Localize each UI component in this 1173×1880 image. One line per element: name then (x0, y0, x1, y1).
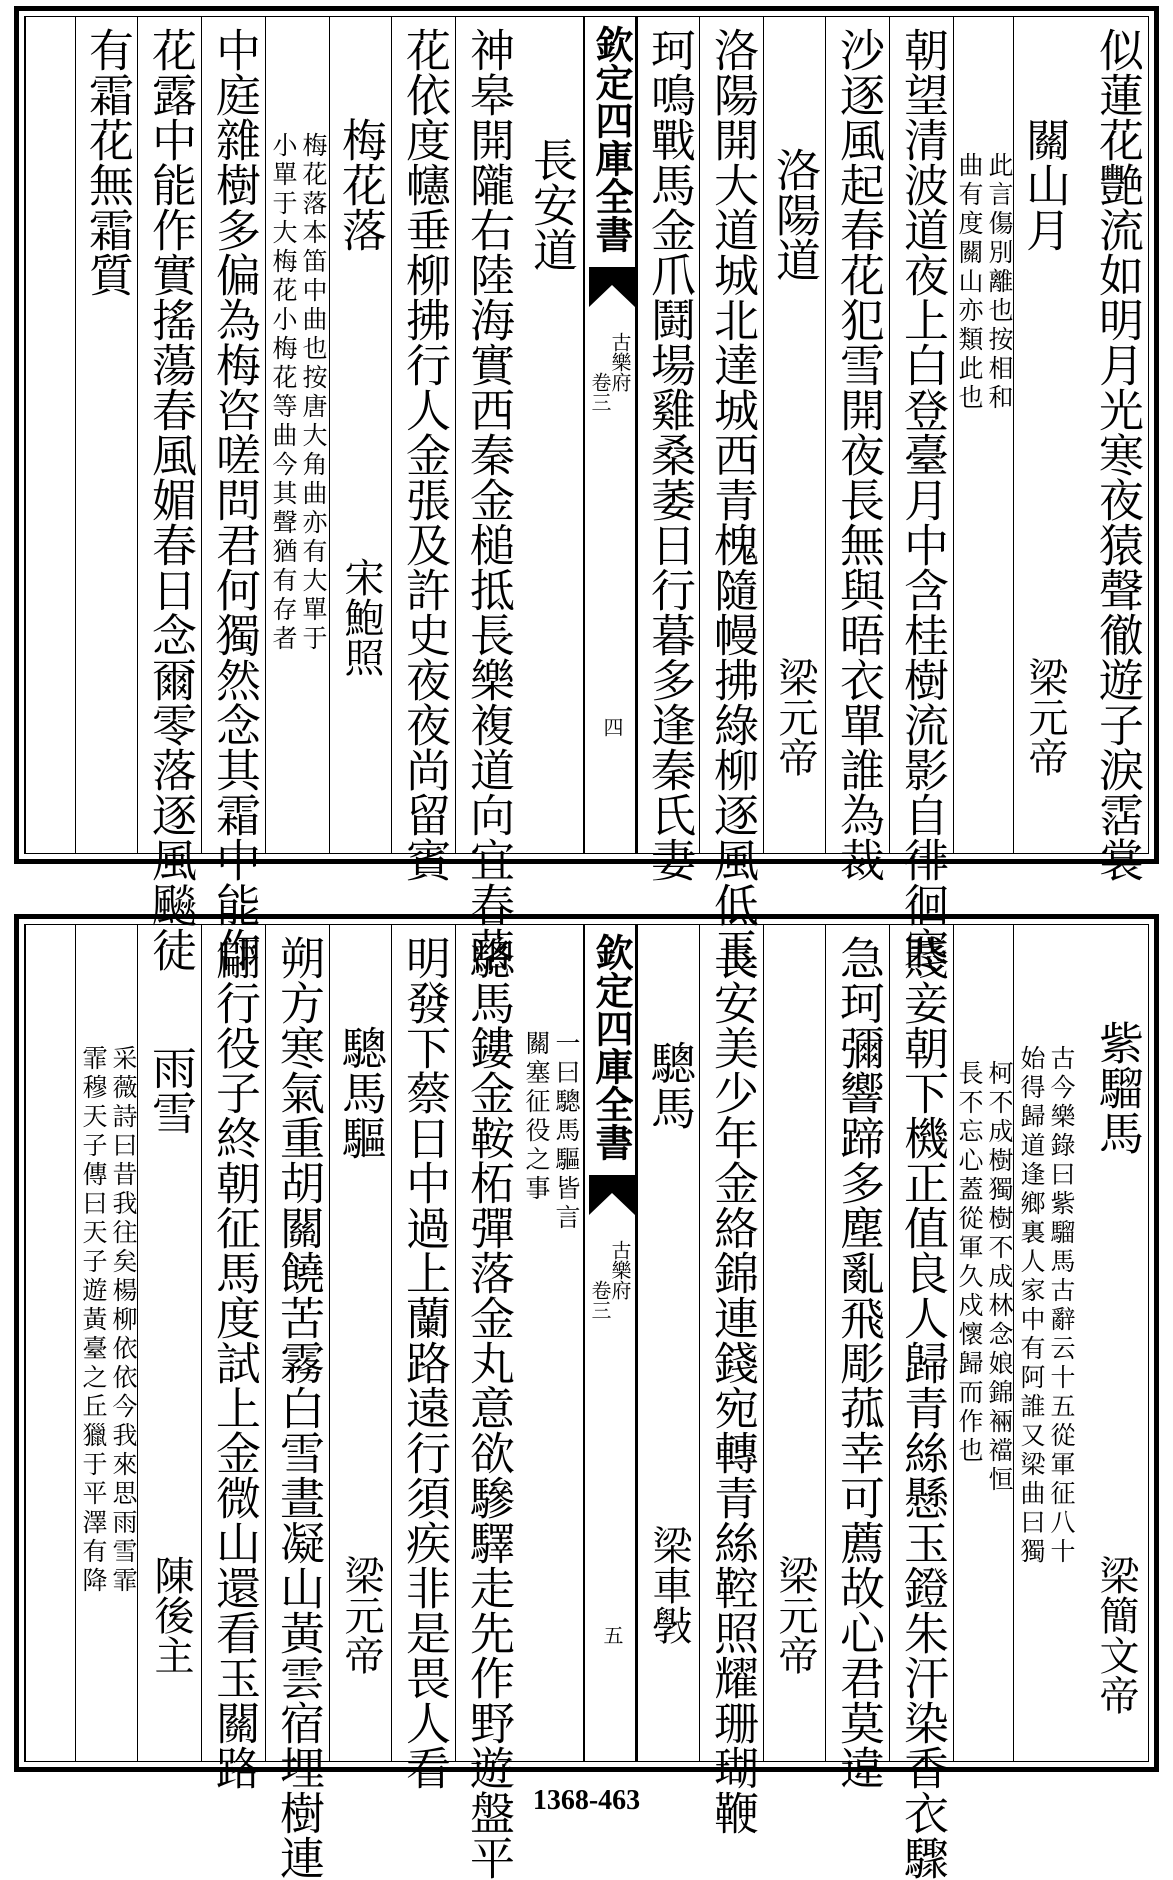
volume-label: 卷三 (588, 1280, 612, 1320)
poem-line: 朔方寒氣重胡關饒苦霧白雪晝凝山黃雲宿埋樹連 (272, 935, 325, 1880)
poem-title: 長安道 (525, 137, 578, 272)
text-column (889, 925, 954, 1880)
title-column (763, 17, 826, 853)
book-name: 古樂府 (608, 332, 632, 392)
volume-label: 卷三 (588, 372, 612, 412)
poem-title: 驄馬驅 (334, 1025, 387, 1160)
note-column (953, 925, 1014, 1761)
blank-column (25, 925, 76, 1761)
annotation-line: 小單于大梅花小梅花等曲今其聲猶有存者 (269, 132, 298, 654)
title-column (763, 925, 826, 1761)
poem-line: 明發下蔡日中過上蘭路遠行須疾非是畏人看 (398, 935, 451, 1790)
poem-line: 沙逐風起春花犯雪開夜長無與晤衣單誰為裁 (832, 27, 885, 882)
text-column (699, 17, 764, 972)
title-column (1075, 925, 1155, 1761)
title-column (329, 17, 392, 853)
title-column (1013, 17, 1076, 853)
poem-line: 花依度幰垂柳拂行人金張及許史夜夜尚留賓 (398, 27, 451, 882)
text-column (637, 17, 700, 882)
annotation-line: 柯不成樹獨樹不成林念娘錦裲襠恒 (985, 1060, 1014, 1495)
annotation-line: 此言傷別離也按相和 (985, 152, 1014, 413)
poem-author: 梁元帝 (338, 1555, 384, 1675)
poem-line: 似蓮花艷流如明月光寒夜猿聲徹遊子淚霑裳 (1091, 27, 1144, 882)
title-column (637, 925, 700, 1761)
text-column (825, 925, 890, 1790)
page-top-frame (24, 16, 1149, 972)
note-column (1013, 925, 1076, 1761)
poem-author: 宋鮑照 (338, 557, 384, 677)
center-band (583, 925, 637, 1761)
poem-author: 梁簡文帝 (1093, 1555, 1139, 1715)
text-column (455, 925, 520, 1880)
annotation-line: 長不忘心蓋從軍久戍懷歸而作也 (955, 1060, 984, 1466)
text-column (455, 17, 520, 972)
annotation-line: 梅花落本笛中曲也按唐大角曲亦有大單于 (299, 132, 328, 654)
title-column (519, 17, 583, 853)
annotation-line: 始得歸道逢鄉裏人家中有阿誰又梁曲曰獨 (1017, 1045, 1046, 1567)
poem-author: 陳後主 (148, 1555, 194, 1675)
poem-author: 梁車斅 (646, 1525, 692, 1645)
fish-tail-mark-icon (589, 1175, 635, 1215)
text-column (75, 17, 138, 853)
poem-title: 驄馬 (643, 1040, 696, 1130)
note-column (75, 925, 138, 1761)
title-column (329, 925, 392, 1761)
text-column (699, 925, 764, 1835)
poem-line: 翩行役子終朝征馬度試上金微山還看玉關路 (208, 935, 261, 1790)
blank-column (25, 17, 76, 853)
annotation-line: 霏穆天子傳曰天子遊黃臺之丘獵于平澤有降 (79, 1045, 108, 1596)
text-column (391, 925, 456, 1790)
poem-author: 梁元帝 (1022, 657, 1068, 777)
center-band-frame (583, 17, 637, 853)
text-column (201, 17, 266, 972)
poem-title: 關山月 (1018, 117, 1071, 252)
poem-line: 中庭雜樹多偏為梅咨嗟問君何獨然念其霜中能作 (208, 27, 261, 972)
poem-line: 花露中能作實搖蕩春風媚春日念爾零落逐風飈徒 (144, 27, 197, 972)
poem-line: 有霜花無霜質 (81, 27, 134, 297)
note-column (519, 925, 583, 1761)
text-column (137, 17, 202, 972)
book-name: 古樂府 (608, 1240, 632, 1300)
annotation-line: 一曰驄馬驅皆言 (552, 1030, 581, 1233)
poem-line: 急珂彌響蹄多塵亂飛彫菰幸可薦故心君莫違 (832, 935, 885, 1790)
text-column (1075, 17, 1155, 882)
text-column (825, 17, 890, 882)
poem-title: 紫騮馬 (1091, 1020, 1144, 1155)
poem-line: 驄馬鏤金鞍柘彈落金丸意欲驂驛走先作野遊盤平 (462, 935, 515, 1880)
poem-title: 雨雪 (144, 1045, 197, 1135)
page-top (14, 6, 1159, 972)
note-column (953, 17, 1014, 853)
center-band-frame (583, 925, 637, 1761)
annotation-line: 曲有度關山亦類此也 (955, 152, 984, 413)
annotation-line: 古今樂錄曰紫騮馬古辭云十五從軍征八十 (1047, 1045, 1076, 1567)
poem-title: 洛陽道 (768, 147, 821, 282)
annotation-line: 采薇詩曰昔我往矣楊柳依依今我來思雨雪霏 (109, 1045, 138, 1596)
annotation-line: 關塞征役之事 (522, 1030, 551, 1204)
page-number: 1368-463 (532, 1785, 641, 1816)
book-header: 欽定四庫全書 (589, 933, 634, 1161)
poem-author: 梁元帝 (772, 1555, 818, 1675)
book-header: 欽定四庫全書 (589, 25, 634, 253)
folio-number: 五 (600, 1625, 624, 1645)
center-band (583, 17, 637, 853)
poem-line: 賤妾朝下機正值良人歸青絲懸玉鐙朱汗染香衣驟 (896, 935, 949, 1880)
fish-tail-mark-icon (589, 267, 635, 307)
text-column (391, 17, 456, 882)
text-column (265, 925, 330, 1880)
poem-line: 神皋開隴右陸海實西秦金槌抵長樂複道向宜春落 (462, 27, 515, 972)
poem-line: 長安美少年金絡錦連錢宛轉青絲鞚照耀珊瑚鞭 (706, 935, 759, 1835)
poem-line: 朝望清波道夜上白登臺月中含桂樹流影自徘徊寒 (896, 27, 949, 972)
text-column (201, 925, 266, 1790)
poem-line: 洛陽開大道城北達城西青槐隨幔拂綠柳逐風低玉 (706, 27, 759, 972)
poem-line: 珂鳴戰馬金爪鬪場雞桑萎日行暮多逢秦氏妻 (643, 27, 696, 882)
poem-author: 梁元帝 (772, 657, 818, 777)
title-column (137, 925, 202, 1761)
text-column (889, 17, 954, 972)
poem-title: 梅花落 (334, 117, 387, 252)
note-column (265, 17, 330, 853)
folio-number: 四 (600, 717, 624, 737)
